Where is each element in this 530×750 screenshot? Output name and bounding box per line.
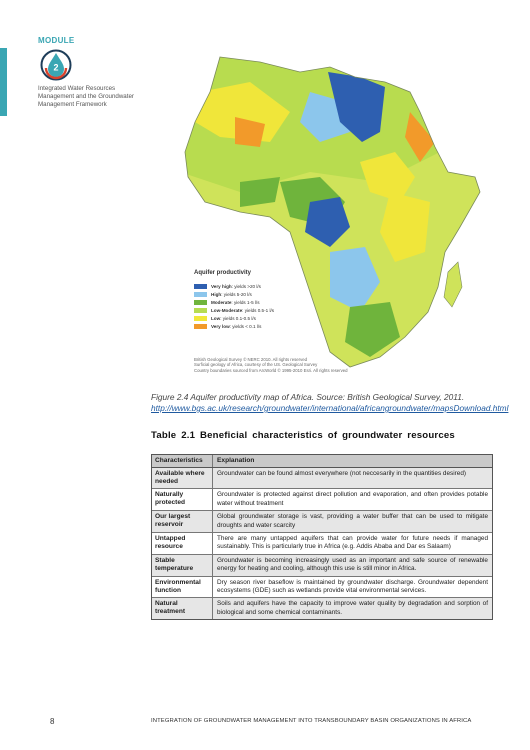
legend-label xyxy=(211,308,274,313)
legend-label-bold: Very high xyxy=(211,283,232,289)
legend-row xyxy=(194,290,324,298)
legend-label-bold: Low xyxy=(211,315,221,321)
legend-label xyxy=(211,300,260,305)
legend-label-range: : yields 5-20 l/s xyxy=(221,291,252,297)
legend-label-bold: Very low xyxy=(211,323,230,329)
legend-label-range: : yields 1-5 l/s xyxy=(231,299,260,305)
explanation-cell: Global groundwater storage is vast, providing a water buffer that can be used to mitigate droughts and water scarcity xyxy=(217,513,488,529)
legend-label-bold: High xyxy=(211,291,222,297)
legend-row xyxy=(194,322,324,330)
legend-title: Aquifer productivity xyxy=(194,270,252,276)
explanation-cell: Groundwater is protected against direct pollution and evaporation, and often provides potable water without treatment xyxy=(217,491,488,507)
credit-line: Country boundaries sourced from ArcWorld © 1995-2010 Esri. All rights reserved xyxy=(194,367,348,373)
explanation-cell: Soils and aquifers have the capacity to improve water quality by degradation and sorption of biological and some chemical contaminants. xyxy=(217,600,488,616)
side-accent-bar xyxy=(0,48,7,116)
characteristic-cell: Stable temperature xyxy=(152,555,213,576)
figure-source-link[interactable]: http://www.bgs.ac.uk/research/groundwater/international/africangroundwater/mapsDownload.html xyxy=(151,403,509,413)
credit-line: Surficial geology of Africa, courtesy of the US. Geological Survey xyxy=(194,362,318,368)
characteristic-cell: Natural treatment xyxy=(152,598,213,619)
table-row xyxy=(152,533,492,555)
legend-label-bold: Moderate xyxy=(211,299,232,305)
characteristic-cell: Our largest reservoir xyxy=(152,511,213,532)
module-logo-icon xyxy=(40,49,72,81)
legend-label-range: : yields >20 l/s xyxy=(231,283,261,289)
legend-row xyxy=(194,306,324,314)
legend-row xyxy=(194,314,324,322)
table-row xyxy=(152,598,492,619)
characteristic-cell: Naturally protected xyxy=(152,489,213,510)
legend-swatch xyxy=(194,300,207,305)
legend-swatch xyxy=(194,324,207,329)
legend-swatch xyxy=(194,308,207,313)
figure-caption: Figure 2.4 Aquifer productivity map of Africa. Source: British Geological Survey, 2011. xyxy=(151,392,465,402)
legend-rows xyxy=(194,282,324,330)
legend-row xyxy=(194,298,324,306)
map-credits xyxy=(194,357,424,373)
table-row xyxy=(152,555,492,577)
explanation-cell: There are many untapped aquifers that can provide water for future needs if managed sustainably. This is particularly true in Africa (e.g. Addis Ababa and Dar es Salaam) xyxy=(217,535,488,551)
characteristic-cell: Available where needed xyxy=(152,468,213,488)
legend-label xyxy=(211,324,261,329)
header-characteristics: Characteristics xyxy=(152,455,213,467)
explanation-cell: Groundwater is becoming increasingly used as an important and safe source of renewable energy for heating and cooling, although this use is still minor in Africa. xyxy=(217,556,488,573)
legend-label-bold: Low-Moderate xyxy=(211,307,243,313)
figure-caption-block xyxy=(151,392,511,414)
table-row xyxy=(152,511,492,533)
map-legend xyxy=(194,270,324,330)
table-row xyxy=(152,468,492,489)
module-label: MODULE xyxy=(38,36,75,45)
table-header-row xyxy=(152,455,492,468)
header-explanation: Explanation xyxy=(217,457,255,464)
credit-line: British Geological Survey © NERC 2010. All rights reserved xyxy=(194,357,308,362)
legend-swatch xyxy=(194,316,207,321)
table-row xyxy=(152,577,492,599)
legend-label xyxy=(211,284,261,289)
explanation-cell: Dry season river baseflow is maintained by groundwater discharge. Groundwater dependent ecosystems (GDE) such as wetlands provide vital environmental services. xyxy=(217,578,488,595)
legend-row xyxy=(194,282,324,290)
page-number: 8 xyxy=(50,717,55,726)
legend-label-range: : yields 0.5-1 l/s xyxy=(242,307,275,313)
characteristic-cell: Environmental function xyxy=(152,577,213,598)
legend-swatch xyxy=(194,292,207,297)
legend-label-range: : yields 0.1-0.5 l/s xyxy=(220,315,256,321)
legend-swatch xyxy=(194,284,207,289)
legend-label-range: : yields < 0.1 l/s xyxy=(229,323,262,329)
module-number: 2 xyxy=(53,62,59,73)
module-title: Integrated Water Resources Management and the Groundwater Management Framework xyxy=(38,85,134,108)
footer-text: INTEGRATION OF GROUNDWATER MANAGEMENT INTO TRANSBOUNDARY BASIN ORGANIZATIONS IN AFRICA xyxy=(151,718,472,724)
characteristics-table xyxy=(151,454,493,620)
table-row xyxy=(152,489,492,511)
explanation-cell: Groundwater can be found almost everywhere (not neccesarily in the quantities desired) xyxy=(217,470,467,478)
legend-label xyxy=(211,292,252,297)
characteristic-cell: Untapped resource xyxy=(152,533,213,554)
table-body xyxy=(152,468,492,619)
table-title: Table 2.1 Beneficial characteristics of groundwater resources xyxy=(151,430,455,441)
legend-label xyxy=(211,316,256,321)
madagascar-shape xyxy=(444,262,462,307)
